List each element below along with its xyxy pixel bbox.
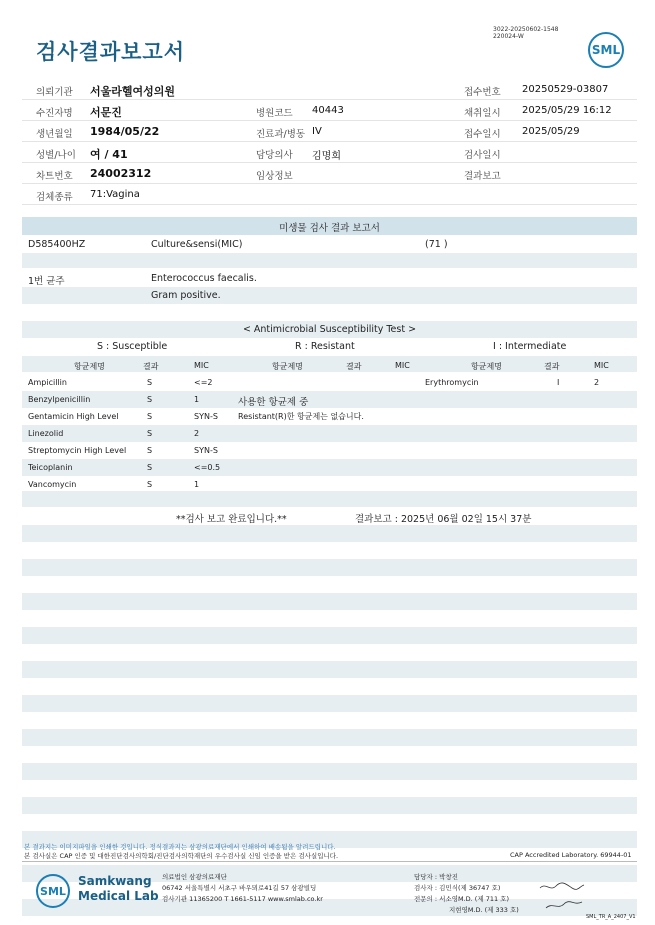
ast-drug: Streptomycin High Level bbox=[28, 446, 127, 455]
sml-logo-icon: SML bbox=[588, 32, 624, 68]
brand-name: Samkwang Medical Lab bbox=[78, 874, 159, 903]
micro-section-title: 미생물 검사 결과 보고서 bbox=[279, 223, 380, 234]
col-result-3: 결과 bbox=[544, 362, 560, 371]
info-l2: 진료과/병동 bbox=[256, 129, 306, 140]
doctor-1: 전문의 : 서소영M.D. (제 711 호) bbox=[414, 895, 509, 903]
org-contact: 검사기관 11365200 T 1661-5117 www.smlab.co.kr bbox=[162, 895, 323, 903]
info-l1: 생년월일 bbox=[36, 129, 73, 140]
col-result-2: 결과 bbox=[346, 362, 362, 371]
info-l1: 수진자명 bbox=[36, 108, 73, 119]
tester: 검사자 : 김민식(제 36747 호) bbox=[414, 884, 501, 892]
footer-notice-1: 본 결과지는 이미지파일을 인쇄한 것입니다. 정식결과지는 삼광의료재단에서 인쇄하여 배송됨을 알려드립니다. bbox=[24, 843, 336, 851]
right-mic: 2 bbox=[594, 378, 600, 387]
sml-logo-bottom-icon: SML bbox=[36, 874, 70, 908]
stripe bbox=[22, 425, 637, 442]
ast-title: < Antimicrobial Susceptibility Test > bbox=[242, 324, 417, 335]
organism-name: Enterococcus faecalis. bbox=[151, 273, 257, 284]
info-v1: 71:Vagina bbox=[90, 189, 140, 200]
form-code: SML_TR_A_2407_V1 bbox=[586, 914, 636, 920]
stripe bbox=[22, 695, 637, 712]
ast-result: S bbox=[147, 395, 153, 404]
info-v3: 2025/05/29 16:12 bbox=[522, 105, 612, 116]
stripe bbox=[22, 391, 637, 408]
info-l3: 검사일시 bbox=[464, 150, 501, 161]
ast-result: S bbox=[147, 446, 153, 455]
info-row bbox=[22, 142, 637, 163]
col-mic: MIC bbox=[194, 361, 209, 370]
info-l2: 임상정보 bbox=[256, 171, 293, 182]
stripe bbox=[22, 593, 637, 610]
stripe bbox=[22, 797, 637, 814]
stripe bbox=[22, 559, 637, 576]
ast-header bbox=[22, 321, 637, 338]
info-row bbox=[22, 184, 637, 205]
organism-gram: Gram positive. bbox=[151, 290, 221, 301]
info-v1: 24002312 bbox=[90, 167, 152, 180]
info-row bbox=[22, 163, 637, 184]
ast-drug: Vancomycin bbox=[28, 480, 77, 489]
ast-mic: SYN-S bbox=[194, 446, 218, 455]
info-row bbox=[22, 121, 637, 142]
info-l1: 성별/나이 bbox=[36, 150, 76, 161]
ast-result: S bbox=[147, 429, 153, 438]
col-drug-3: 항균제명 bbox=[471, 362, 502, 371]
right-result: I bbox=[557, 378, 560, 387]
info-v1: 여 / 41 bbox=[90, 148, 128, 161]
ast-drug: Benzylpenicillin bbox=[28, 395, 91, 404]
test-name: Culture&sensi(MIC) bbox=[151, 239, 243, 250]
info-row bbox=[22, 100, 637, 121]
info-l1: 차트번호 bbox=[36, 171, 73, 182]
report-code: 3022-20250602-1548 220024-W bbox=[493, 26, 559, 40]
col-result: 결과 bbox=[143, 362, 159, 371]
info-v3: 20250529-03807 bbox=[522, 84, 609, 95]
info-l3: 접수일시 bbox=[464, 129, 501, 140]
stripe bbox=[22, 525, 637, 542]
col-mic-2: MIC bbox=[395, 361, 410, 370]
info-l3: 결과보고 bbox=[464, 171, 501, 182]
right-drug: Erythromycin bbox=[425, 378, 479, 387]
micro-section-header bbox=[22, 217, 637, 235]
test-number: (71 ) bbox=[425, 239, 448, 250]
info-v3: 2025/05/29 bbox=[522, 126, 580, 137]
footer-divider bbox=[22, 861, 637, 862]
info-l1: 검체종류 bbox=[36, 192, 73, 203]
info-v1: 1984/05/22 bbox=[90, 125, 160, 138]
ast-mic: SYN-S bbox=[194, 412, 218, 421]
stripe bbox=[22, 459, 637, 476]
ast-drug: Ampicillin bbox=[28, 378, 67, 387]
ast-mic: <=2 bbox=[194, 378, 213, 387]
info-l3: 접수번호 bbox=[464, 87, 501, 98]
org-name: 의료법인 삼광의료재단 bbox=[162, 873, 227, 881]
stripe bbox=[22, 729, 637, 746]
info-row bbox=[22, 79, 637, 100]
stripe bbox=[22, 627, 637, 644]
legend-resistant: R : Resistant bbox=[295, 341, 355, 352]
ast-result: S bbox=[147, 378, 153, 387]
footer-notice-2: 본 검사실은 CAP 인증 및 대한진단검사의학회/진단검사의학재단의 우수검사실 신임 인증을 받은 검사실입니다. bbox=[24, 852, 339, 860]
ast-mic: <=0.5 bbox=[194, 463, 221, 472]
ast-drug: Linezolid bbox=[28, 429, 64, 438]
col-drug: 항균제명 bbox=[74, 362, 105, 371]
info-l1: 의뢰기관 bbox=[36, 87, 73, 98]
ast-mic: 1 bbox=[194, 480, 200, 489]
info-l2: 담당의사 bbox=[256, 150, 293, 161]
ast-drug: Gentamicin High Level bbox=[28, 412, 119, 421]
info-v2: 40443 bbox=[312, 105, 344, 116]
legend-susceptible: S : Susceptible bbox=[97, 341, 168, 352]
col-drug-2: 항균제명 bbox=[272, 362, 303, 371]
resistant-note-1: 사용한 항균제 중 bbox=[238, 397, 309, 408]
organism-label: 1번 균주 bbox=[28, 276, 65, 287]
info-l3: 채취일시 bbox=[464, 108, 501, 119]
info-v1: 서문진 bbox=[90, 106, 122, 119]
ast-result: S bbox=[147, 412, 153, 421]
info-l2: 병원코드 bbox=[256, 108, 293, 119]
legend-intermediate: I : Intermediate bbox=[493, 341, 567, 352]
ast-drug: Teicoplanin bbox=[28, 463, 73, 472]
ast-result: S bbox=[147, 480, 153, 489]
stripe bbox=[22, 287, 637, 304]
signature-icon bbox=[538, 880, 588, 916]
ast-result: S bbox=[147, 463, 153, 472]
ast-mic: 2 bbox=[194, 429, 200, 438]
info-v2: 김명희 bbox=[312, 151, 341, 162]
stripe bbox=[22, 763, 637, 780]
stripe bbox=[22, 661, 637, 678]
report-title: 검사결과보고서 bbox=[36, 40, 186, 64]
report-time: 결과보고 : 2025년 06월 02일 15시 37분 bbox=[355, 514, 532, 525]
info-v2: IV bbox=[312, 126, 322, 137]
stripe bbox=[22, 253, 637, 268]
org-address: 06742 서울특별시 서초구 바우뫼로41길 57 삼광빌딩 bbox=[162, 884, 317, 892]
manager: 담당자 : 박창진 bbox=[414, 873, 458, 881]
info-v1: 서울라헬여성의원 bbox=[90, 85, 176, 98]
doctor-2: 지현영M.D. (제 333 호) bbox=[449, 906, 519, 914]
resistant-note-2: Resistant(R)한 항균제는 없습니다. bbox=[238, 412, 364, 421]
test-code: D585400HZ bbox=[28, 239, 86, 250]
stripe bbox=[22, 491, 637, 507]
completion-text: **검사 보고 완료입니다.** bbox=[176, 514, 287, 525]
ast-mic: 1 bbox=[194, 395, 200, 404]
col-mic-3: MIC bbox=[594, 361, 609, 370]
cap-accreditation: CAP Accredited Laboratory. 69944-01 bbox=[510, 851, 632, 859]
